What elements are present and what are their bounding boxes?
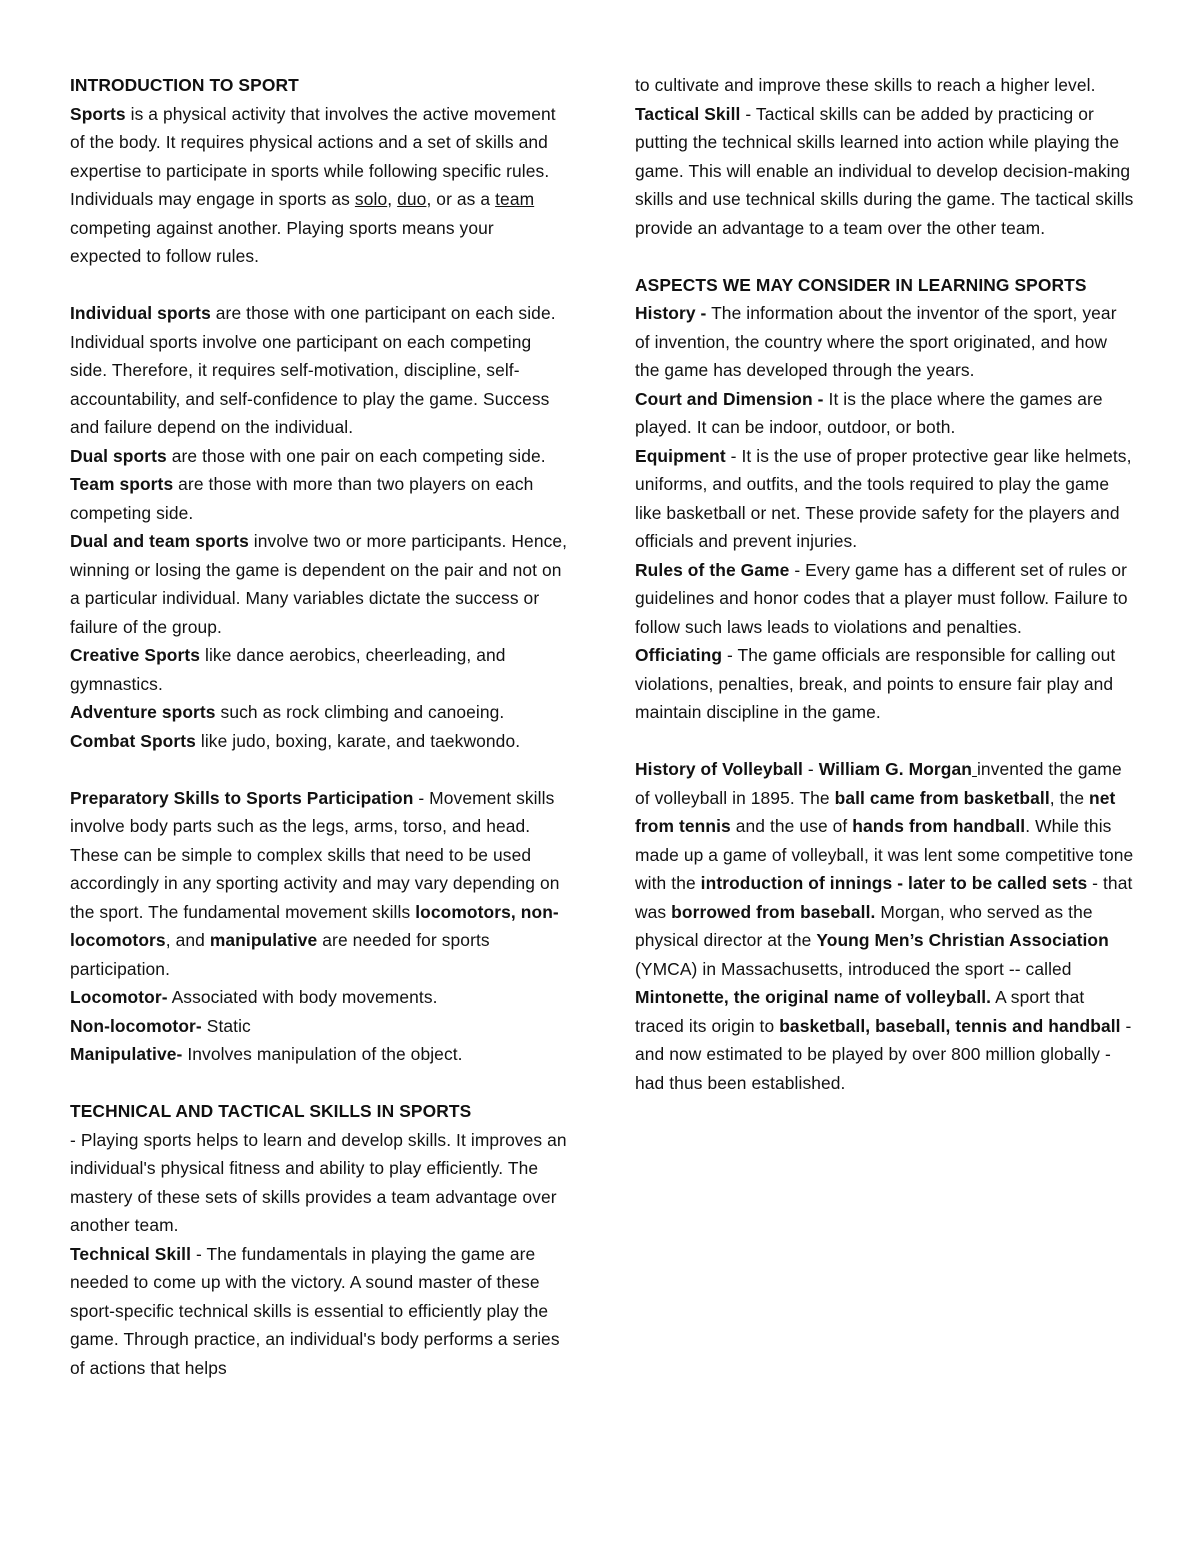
term: introduction of innings - later to be called sets <box>700 873 1088 893</box>
body-text: - Every game has a different set of rules or guidelines and honor codes that a player must follow. Failure to follow such laws leads to violations and penalties. <box>635 559 1128 637</box>
term: hands from handball <box>852 816 1026 836</box>
underlined-term: solo <box>354 189 388 209</box>
individual-sports-paragraph <box>70 299 568 442</box>
body-text: It is the place where the games are played. It can be indoor, outdoor, or both. <box>635 388 1103 437</box>
body-text: to cultivate and improve these skills to reach a higher level. <box>635 75 1096 95</box>
term: net from tennis <box>635 787 1116 836</box>
dual-team-sports-paragraph <box>70 527 568 641</box>
body-text: are needed for sports participation. <box>70 930 490 979</box>
combat-sports-paragraph <box>70 727 568 756</box>
term: borrowed from baseball. <box>671 901 876 922</box>
body-text: - The game officials are responsible for calling out violations, penalties, break, and points to ensure fair play and maintain discipline in the game. <box>635 645 1116 722</box>
manipulative-paragraph <box>70 1040 568 1069</box>
body-text: - Tactical skills can be added by practicing or putting the technical skills learned into action while playing the game. This will enable an individual to develop decision-making skills and use technical skills during the game. The tactical skills provide an advantage to a team over the other team. <box>635 103 1134 238</box>
adventure-sports-paragraph <box>70 698 568 727</box>
term: Manipulative- <box>70 1044 183 1064</box>
body-text: Associated with body movements. <box>167 987 438 1007</box>
body-text: are those with one pair on each competing side. <box>166 445 546 466</box>
term: Combat Sports <box>70 730 196 751</box>
body-text: (YMCA) in Massachusetts, introduced the sport -- called <box>635 958 1072 979</box>
term: manipulative <box>209 930 318 950</box>
section-heading: INTRODUCTION TO SPORT <box>70 75 299 95</box>
court-dimension-paragraph <box>635 385 1135 442</box>
term: History of Volleyball <box>635 759 803 779</box>
body-text: The information about the inventor of the sport, year of invention, the country where the sport originated, and how the game has developed through the years. <box>635 303 1117 380</box>
term: Non-locomotor- <box>70 1015 202 1036</box>
aspects-section <box>635 271 1135 385</box>
section-heading: TECHNICAL AND TACTICAL SKILLS IN SPORTS <box>70 1101 472 1121</box>
body-text: and the use of <box>730 816 853 836</box>
body-text: A sport that traced its origin to <box>635 987 1085 1036</box>
term: Court and Dimension - <box>635 388 824 409</box>
term: Dual sports <box>70 445 167 466</box>
term: Locomotor- <box>70 987 168 1007</box>
body-text: , and <box>165 930 210 950</box>
term: Team sports <box>70 474 174 494</box>
body-text: are those with one participant on each side. Individual sports involve one participant on each competing side. Therefore, it requires self-motivation, discipline, self-accountability, and self-confidence to play the game. Success and failure depend on the individual. <box>70 303 556 437</box>
body-text: - <box>803 759 819 779</box>
body-text: like dance aerobics, cheerleading, and gymnastics. <box>70 645 506 694</box>
technical-tactical-section <box>70 1097 568 1240</box>
term: Officiating <box>635 645 723 665</box>
body-text: involve two or more participants. Hence, winning or losing the game is dependent on the pair and not on a particular individual. Many variables dictate the success or failure of the group. <box>70 531 568 637</box>
term: Individual sports <box>70 303 211 323</box>
body-text: . While this made up a game of volleyball, it was lent some competitive tone with the <box>635 816 1134 893</box>
body-text: Static <box>201 1015 251 1036</box>
left-column <box>70 71 568 1382</box>
term: Dual and team sports <box>70 531 249 551</box>
body-text: , <box>387 189 398 209</box>
body-text: , the <box>1049 787 1090 808</box>
term: Equipment <box>635 445 726 466</box>
body-text: is a physical activity that involves the active movement of the body. It requires physical actions and a set of skills and expertise to participate in sports while following specific rules. Individuals may engage in sports as <box>70 103 556 209</box>
intro-section <box>70 71 568 271</box>
body-text: Morgan, who served as the physical director at the <box>635 901 1093 950</box>
term: Rules of the Game <box>635 559 790 580</box>
tactical-skill-paragraph <box>635 100 1135 243</box>
team-sports-paragraph <box>70 470 568 527</box>
body-text: - The fundamentals in playing the game are needed to come up with the victory. A sound master of these sport-specific technical skills is essential to efficiently play the game. Through practice, an individual's body performs a series of actions that helps <box>70 1243 560 1378</box>
technical-skill-paragraph <box>70 1240 568 1383</box>
term: Technical Skill <box>70 1243 192 1264</box>
rules-paragraph <box>635 556 1135 642</box>
term: basketball, baseball, tennis and handball <box>779 1015 1121 1036</box>
officiating-paragraph <box>635 641 1135 727</box>
term: Adventure sports <box>70 702 216 722</box>
equipment-paragraph <box>635 442 1135 556</box>
term: Sports <box>70 103 126 124</box>
term: Mintonette, the original name of volleyball. <box>635 987 992 1007</box>
section-heading: ASPECTS WE MAY CONSIDER IN LEARNING SPORTS <box>635 274 1087 295</box>
body-text: - and now estimated to be played by over 800 million globally - had thus been established. <box>635 1015 1132 1093</box>
body-text: invented the game of volleyball in 1895. The <box>635 759 1122 808</box>
technical-skill-continuation <box>635 71 1135 100</box>
body-text: such as rock climbing and canoeing. <box>215 702 505 722</box>
preparatory-skills-paragraph <box>70 784 568 984</box>
term: Young Men’s Christian Association <box>816 930 1109 950</box>
body-text: , or as a <box>426 189 496 209</box>
body-text: - It is the use of proper protective gear like helmets, uniforms, and outfits, and the tools required to play the game like basketball or net. These provide safety for the players and officials and prevent injuries. <box>635 445 1132 551</box>
body-text: like judo, boxing, karate, and taekwondo. <box>195 730 521 751</box>
term: Preparatory Skills to Sports Participation <box>70 787 414 808</box>
body-text: - Playing sports helps to learn and develop skills. It improves an individual's physical fitness and ability to play efficiently. The mastery of these sets of skills provides a team advantage over another team. <box>70 1129 567 1235</box>
term: ball came from basketball <box>834 787 1050 808</box>
volleyball-history-paragraph <box>635 755 1135 1097</box>
term: History - <box>635 303 707 323</box>
locomotor-paragraph <box>70 983 568 1012</box>
term: locomotors, non-locomotors <box>70 901 559 950</box>
term: William G. Morgan <box>818 759 973 779</box>
body-text: Involves manipulation of the object. <box>182 1044 463 1064</box>
body-text: - that was <box>635 873 1133 922</box>
underlined-term: team <box>495 189 535 209</box>
underlined-term: duo <box>397 189 427 209</box>
body-text: - Movement skills involve body parts such as the legs, arms, torso, and head. These can be simple to complex skills that need to be used accordingly in any sporting activity and may vary depending on the sport. The fundamental movement skills <box>70 787 560 922</box>
right-column <box>635 71 1135 1097</box>
dual-sports-paragraph <box>70 442 568 471</box>
creative-sports-paragraph <box>70 641 568 698</box>
non-locomotor-paragraph <box>70 1012 568 1041</box>
body-text: are those with more than two players on each competing side. <box>70 474 534 523</box>
term: Tactical Skill <box>635 103 741 124</box>
term: Creative Sports <box>70 645 201 665</box>
body-text: competing against another. Playing sports means your expected to follow rules. <box>70 217 494 266</box>
